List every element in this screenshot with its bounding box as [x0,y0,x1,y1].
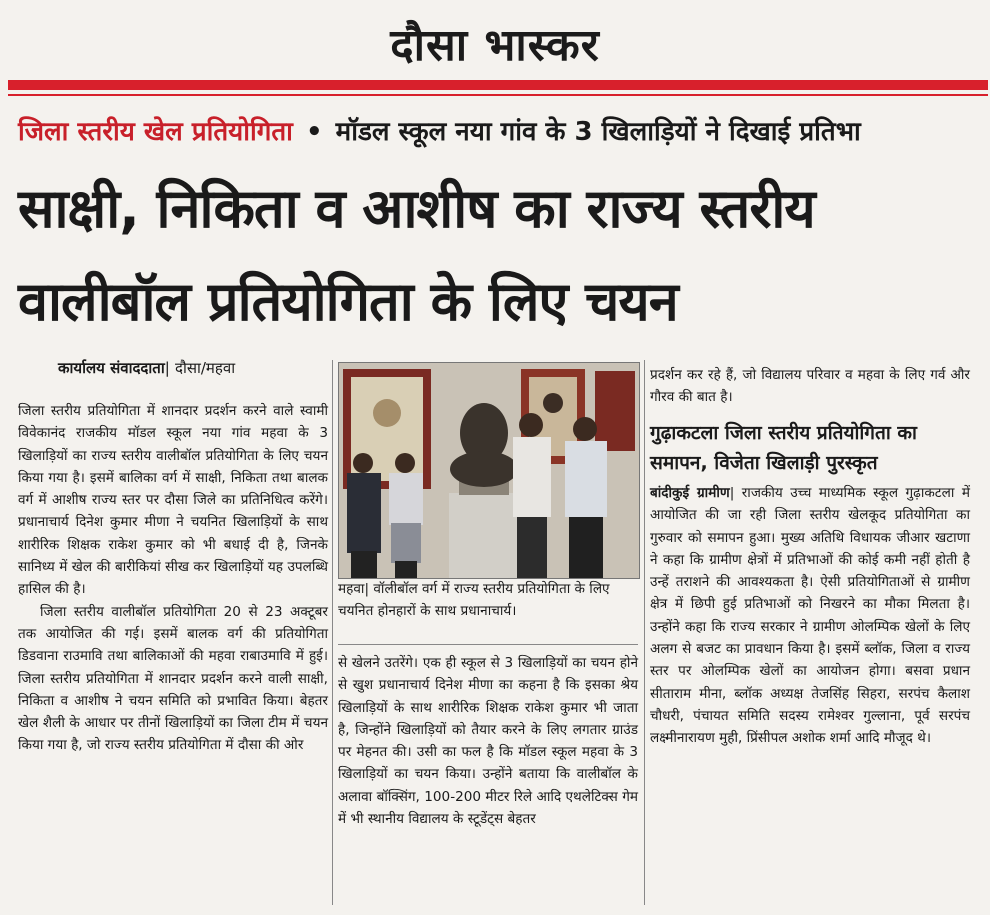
article-paragraph: जिला स्तरीय वालीबॉल प्रतियोगिता 20 से 23 अक्टूबर तक आयोजित की गई। इसमें बालक वर्ग की प्रतियोगिता डिडवाना राउमावि तथा बालिकाओं की महवा राबाउमावि में हुई। जिला स्तरीय प्रतियोगिता में शानदार प्रदर्शन करने वाली साक्षी, निकिता व आशीष ने चयन समिति को प्रभावित किया। बेहतर खेल शैली के आधार पर तीनों खिलाड़ियों का जिला टीम में चयन किया गया है, जो राज्य स्तरीय प्रतियोगिता में दौसा की ओर [18,603,328,754]
byline [58,356,235,380]
caption-divider [338,644,638,645]
caption-separator: | [364,581,370,597]
article-paragraph: जिला स्तरीय प्रतियोगिता में शानदार प्रदर्शन करने वाले स्वामी विवेकानंद राजकीय मॉडल स्कूल नया गांव महवा के 3 खिलाड़ियों का राज्य स्तरीय वालीबॉल प्रतियोगिता के लिए चयन किया गया है। इसमें बालिका वर्ग में साक्षी, निकिता तथा बालक वर्ग में आशीष राज्य स्तर पर दौसा जिले का प्रतिनिधित्व करेंगे। प्रधानाचार्य दिनेश कुमार मीणा ने चयनित खिलाड़ियों के साथ शारीरिक शिक्षक राकेश कुमार को भी बधाई दी है, जिनके सानिध्य में खेल की बारीकियां सीख कर खिलाड़ियों यह उपलब्धि हासिल की है। [18,403,328,598]
photo-illustration [339,363,639,578]
headline-line-1: साक्षी, निकिता व आशीष का राज्य स्तरीय [18,177,815,240]
second-article-body [650,482,970,750]
news-photo [338,362,640,579]
kicker-summary: मॉडल स्कूल नया गांव के 3 खिलाड़ियों ने दिखाई प्रतिभा [335,117,861,147]
article-column-3 [650,364,970,409]
article-column-2 [338,652,638,830]
caption-place: महवा [338,581,365,597]
kicker [18,112,978,152]
kicker-topic: जिला स्तरीय खेल प्रतियोगिता [18,117,293,147]
article-paragraph: प्रदर्शन कर रहे हैं, जो विद्यालय परिवार व महवा के लिए गर्व और गौरव की बात है। [650,367,970,406]
second-article-headline: गुढ़ाकटला जिला स्तरीय प्रतियोगिता का समापन, विजेता खिलाड़ी पुरस्कृत [650,422,917,474]
second-article-text: राजकीय उच्च माध्यमिक स्कूल गुढ़ाकटला में आयोजित की जा रही जिला स्तरीय खेलकूद प्रतियोगिता का गुरुवार को समापन हुआ। मुख्य अतिथि विधायक जीआर खटाणा ने कहा कि ग्रामीण क्षेत्रों में प्रतिभाओं की कोई कमी नहीं होती है उन्हें तराशने की आवश्यकता है। ऐसी प्रतियोगिताओं से ग्रामीण क्षेत्र में छिपी हुई प्रतिभाओं को निखरने का मौका मिलता है। उन्होंने कहा कि राज्य सरकार ने ग्रामीण ओलम्पिक खेलों के लिए अलग से बजट का प्रावधान किया है। इसमें ब्लॉक, जिला व राज्य स्तर पर ओलम्पिक खेलों का आयोजन होगा। बसवा प्रधान सीताराम मीना, ब्लॉक अध्यक्ष तेजसिंह सिहरा, सरपंच कैलाश चौधरी, पंचायत समिति सदस्य रामेश्वर गुल्लाना, पूर्व सरपंच लक्ष्मीनारायण मुही, प्रिंसीपल अशोक शर्मा आदि मौजूद थे। [650,485,970,747]
caption-text: वॉलीबॉल वर्ग में राज्य स्तरीय प्रतियोगिता के लिए चयनित होनहारों के साथ प्रधानाचार्य। [338,581,610,620]
masthead-rule-thin [8,94,988,96]
dateline-separator: | [729,485,735,501]
second-article-dateline: बांदीकुई ग्रामीण [650,485,730,501]
column-divider [332,360,333,905]
article-column-1 [18,400,328,757]
kicker-bullet: • [305,117,323,147]
masthead-rule [8,80,988,90]
headline-line-2: वालीबॉल प्रतियोगिता के लिए चयन [18,270,678,333]
byline-separator: | [164,359,170,377]
photo-caption [338,578,638,623]
article-paragraph: से खेलने उतरेंगे। एक ही स्कूल से 3 खिलाड़ियों का चयन होने से खुश प्रधानाचार्य दिनेश मीणा का कहना है कि इसका श्रेय खिलाड़ियों के साथ शारीरिक शिक्षक राकेश कुमार भी जाता है, जिन्होंने खिलाड़ियों को तैयार करने के लिए लगतार ग्राउंड पर मेहनत की। उसी का फल है कि मॉडल स्कूल महवा के 3 खिलाड़ियों का चयन किया। उन्होंने बताया कि वालीबॉल के अलावा बॉक्सिंग, 100-200 मीटर रिले आदि एथलेटिक्स गेम में भी स्थानीय विद्यालय के स्टूडेंट्स बेहतर [338,655,638,828]
byline-reporter: कार्यालय संवाददाता [58,359,165,377]
masthead: दौसा भास्कर [390,20,600,71]
column-divider [644,360,645,905]
byline-place: दौसा/महवा [175,359,236,377]
